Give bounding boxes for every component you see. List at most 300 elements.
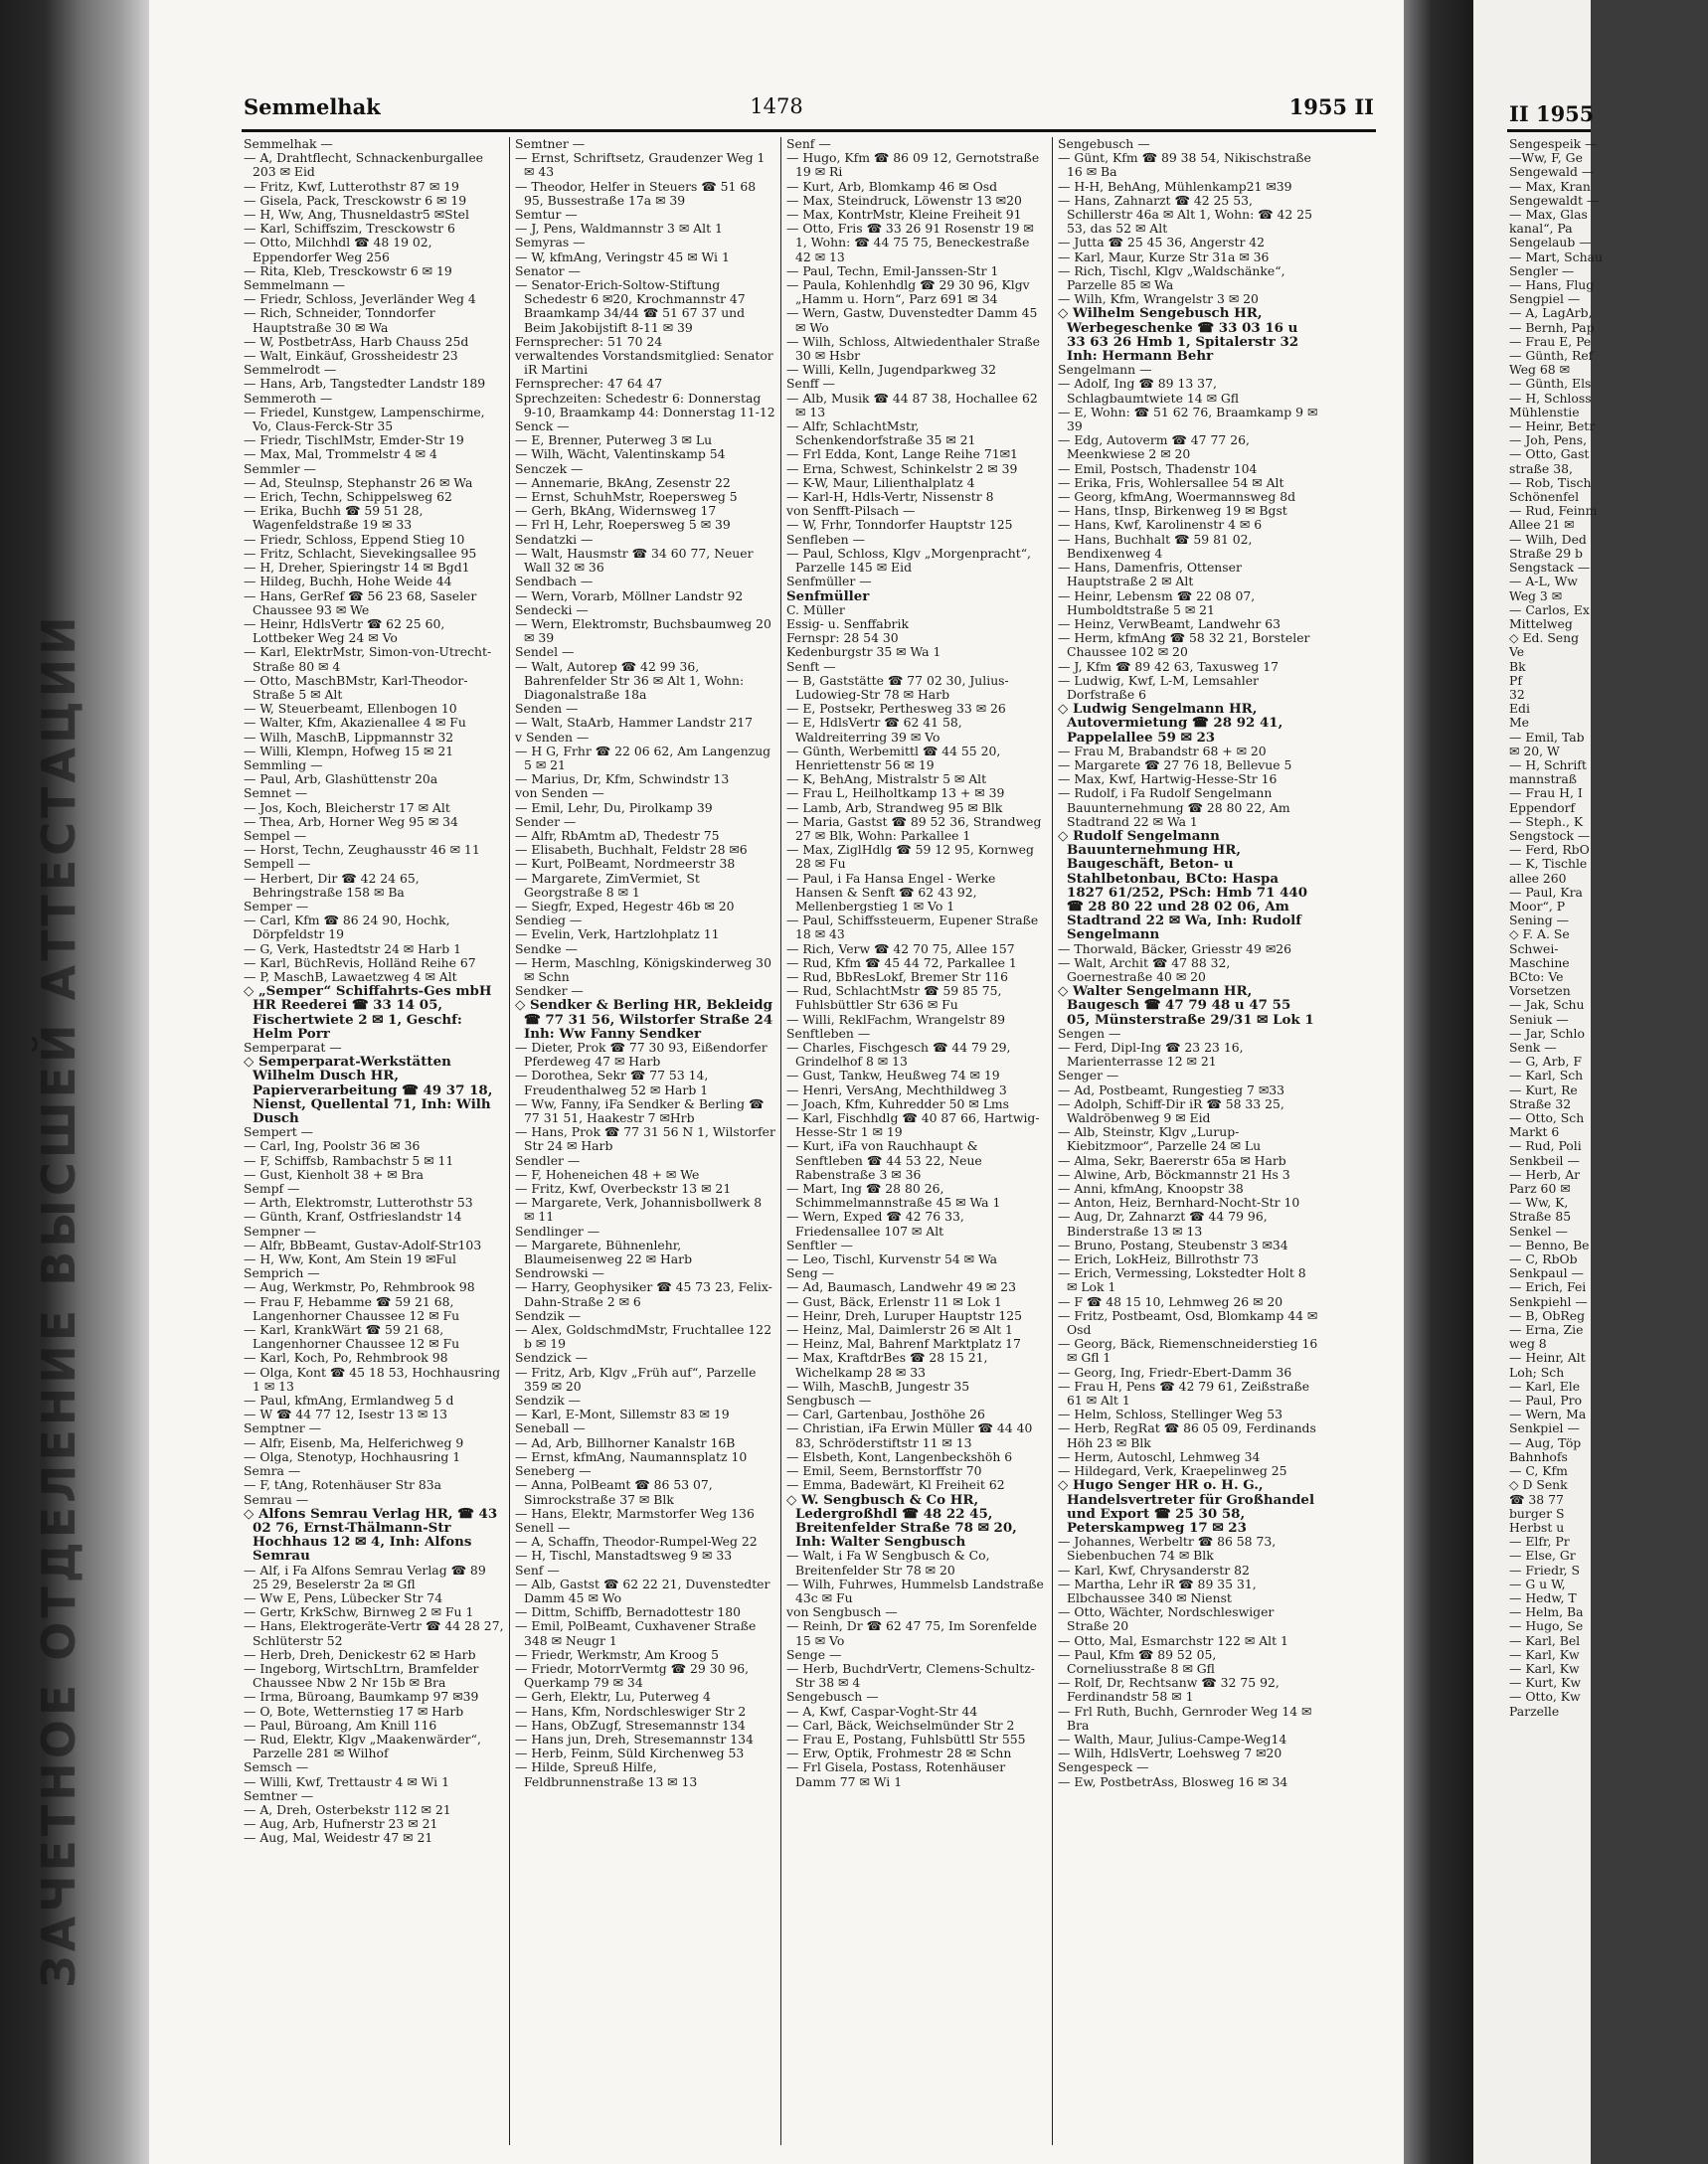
- directory-entry: — Frau E, Postang, Fuhlsbüttl Str 555: [786, 1731, 1026, 1747]
- next-page-entry: — Wilh, Ded: [1509, 531, 1587, 547]
- column-divider: [1052, 137, 1053, 2145]
- next-page-entry: Sengewald —: [1509, 164, 1595, 180]
- directory-entry: — Günth, Kranf, Ostfrieslandstr 14: [244, 1209, 462, 1225]
- directory-entry: Fernsprecher: 51 70 24: [515, 333, 663, 349]
- directory-entry: — Rich, Verw ☎ 42 70 75, Allee 157: [786, 940, 1015, 956]
- next-page-entry: — Günth, Els: [1509, 376, 1592, 392]
- next-page-entry: — Rud, Poli: [1509, 1138, 1582, 1154]
- directory-entry: — Hans, GerRef ☎ 56 23 68, Saseler Chaussee 93 ✉ We: [244, 587, 477, 617]
- directory-entry: — E, Wohn: ☎ 51 62 76, Braamkamp 9 ✉ 39: [1058, 404, 1318, 434]
- directory-entry: — Arth, Elektromstr, Lutterothstr 53: [244, 1195, 473, 1211]
- next-page-entry: — Kurt, Re: [1509, 1082, 1578, 1097]
- directory-entry: — Karl-H, Hdls-Vertr, Nissenstr 8: [786, 489, 994, 505]
- directory-entry: Semra —: [244, 1463, 301, 1479]
- directory-entry: — Walt, Hausmstr ☎ 34 60 77, Neuer Wall 32 ✉ 36: [515, 545, 754, 576]
- directory-entry: Semptner —: [244, 1420, 322, 1436]
- directory-entry: — Wern, Exped ☎ 42 76 33, Friedensallee 107 ✉ Alt: [786, 1209, 964, 1239]
- next-page-entry: allee 260: [1509, 870, 1567, 886]
- next-page-entry: — Karl, Ele: [1509, 1378, 1581, 1394]
- directory-entry: Sendlinger —: [515, 1223, 600, 1239]
- directory-entry: — Herb, RegRat ☎ 86 05 09, Ferdinands Höh 23 ✉ Blk: [1058, 1420, 1316, 1450]
- directory-entry: — H G, Frhr ☎ 22 06 62, Am Langenzug 5 ✉ 21: [515, 743, 771, 772]
- directory-entry: — Helm, Schloss, Stellinger Weg 53: [1058, 1407, 1282, 1422]
- directory-entry: — Wilh, Kfm, Wrangelstr 3 ✉ 20: [1058, 291, 1259, 307]
- directory-entry: Senf —: [515, 1562, 560, 1578]
- directory-entry: Semperparat —: [244, 1040, 342, 1055]
- directory-entry: — H, Ww, Kont, Am Stein 19 ✉Ful: [244, 1251, 456, 1267]
- directory-entry: — G, Verk, Hastedtstr 24 ✉ Harb 1: [244, 940, 461, 956]
- directory-entry: — Hans, Elektrogeräte-Vertr ☎ 44 28 27, Schlüterstr 52: [244, 1618, 504, 1648]
- directory-entry: — Herb, Dreh, Denickestr 62 ✉ Harb: [244, 1646, 476, 1662]
- directory-entry: — Günth, Werbemittl ☎ 44 55 20, Henriettenstr 56 ✉ 19: [786, 743, 1001, 772]
- directory-entry: Senfleben —: [786, 531, 865, 547]
- directory-entry: Senff —: [786, 376, 835, 392]
- next-page-entry: — Bernh, Pap: [1509, 319, 1595, 335]
- next-page-entry: — Aug, Töp: [1509, 1434, 1582, 1450]
- next-page-entry: ✉ 20, W: [1509, 743, 1560, 758]
- next-page-entry: ◇ D Senk: [1509, 1477, 1568, 1493]
- directory-entry: — Paul, Arb, Glashüttenstr 20a: [244, 771, 438, 787]
- directory-entry: — Friedr, Schloss, Jeverländer Weg 4: [244, 291, 476, 307]
- directory-entry: — F, tAng, Rotenhäuser Str 83a: [244, 1477, 442, 1493]
- directory-entry: — Dorothea, Sekr ☎ 77 53 14, Freudenthalweg 52 ✉ Harb 1: [515, 1068, 709, 1097]
- next-page-entry: — Ww, K,: [1509, 1195, 1569, 1211]
- directory-entry: — Gust, Tankw, Heußweg 74 ✉ 19: [786, 1068, 1000, 1083]
- directory-entry: — Frl Edda, Kont, Lange Reihe 71✉1: [786, 446, 1018, 462]
- directory-entry: von Sengbusch —: [786, 1604, 898, 1620]
- directory-entry: — Elsbeth, Kont, Langenbeckshöh 6: [786, 1448, 1013, 1464]
- directory-entry: — Erich, Techn, Schippelsweg 62: [244, 489, 452, 505]
- directory-entry: — Max, Kwf, Hartwig-Hesse-Str 16: [1058, 771, 1278, 787]
- directory-entry: — Rud, Elektr, Klgv „Maakenwärder“, Parzelle 281 ✉ Wilhof: [244, 1731, 481, 1761]
- directory-entry: — Charles, Fischgesch ☎ 44 79 29, Grindelhof 8 ✉ 13: [786, 1040, 1011, 1070]
- next-page-entry: Mühlenstie: [1509, 404, 1580, 419]
- next-page-entry: — Otto, Kw: [1509, 1689, 1581, 1705]
- directory-entry: — Ludwig, Kwf, L-M, Lemsahler Dorfstraße 6: [1058, 672, 1259, 702]
- directory-entry: Sengen —: [1058, 1025, 1121, 1041]
- directory-entry: Fernspr: 28 54 30: [786, 630, 899, 646]
- directory-entry: Sprechzeiten: Schedestr 6: Donnerstag 9-10, Braamkamp 44: Donnerstag 11-12: [515, 390, 775, 419]
- directory-entry: Kedenburgstr 35 ✉ Wa 1: [786, 644, 941, 660]
- directory-entry: Sengebusch —: [1058, 136, 1150, 151]
- directory-entry: Sendatzki —: [515, 531, 594, 547]
- next-page-entry: — G, Arb, F: [1509, 1054, 1582, 1070]
- directory-entry: — Ingeborg, WirtschLtrn, Bramfelder Chaussee Nbw 2 Nr 15b ✉ Bra: [244, 1660, 479, 1691]
- next-page-entry: — Mart, Schau: [1509, 249, 1603, 264]
- directory-entry: — Paul, Schloss, Klgv „Morgenpracht“, Parzelle 145 ✉ Eid: [786, 545, 1031, 576]
- header-rule: [242, 129, 1376, 132]
- directory-entry: Semrau —: [244, 1491, 309, 1507]
- next-page-entry: — C, Kfm: [1509, 1463, 1568, 1479]
- column-divider: [509, 137, 510, 2145]
- directory-entry: Senge —: [786, 1646, 842, 1662]
- next-page-entry: — Frau H, I: [1509, 785, 1583, 801]
- next-page-entry: Allee 21 ✉: [1509, 517, 1575, 533]
- next-page-entry: burger S: [1509, 1505, 1565, 1521]
- directory-entry: — Walth, Maur, Julius-Campe-Weg14: [1058, 1731, 1287, 1747]
- directory-entry: Semsch —: [244, 1759, 309, 1775]
- directory-entry: — H, Tischl, Manstadtsweg 9 ✉ 33: [515, 1548, 733, 1564]
- directory-entry: — Alwine, Arb, Böckmannstr 21 Hs 3: [1058, 1166, 1290, 1182]
- next-page-entry: — Elfr, Pr: [1509, 1534, 1570, 1550]
- directory-entry: — Elisabeth, Buchhalt, Feldstr 28 ✉6: [515, 842, 748, 858]
- directory-entry: — Anni, kfmAng, Knoopstr 38: [1058, 1181, 1244, 1197]
- directory-entry: — Harry, Geophysiker ☎ 45 73 23, Felix-Dahn-Straße 2 ✉ 6: [515, 1279, 772, 1309]
- next-page-entry: Vorsetzen: [1509, 983, 1571, 999]
- directory-entry: — Ew, PostbetrAss, Blosweg 16 ✉ 34: [1058, 1773, 1288, 1789]
- directory-entry: — Ad, Steulnsp, Stephanstr 26 ✉ Wa: [244, 474, 473, 490]
- next-page-entry: — Karl, Kw: [1509, 1646, 1580, 1662]
- directory-entry: — Alma, Sekr, Baererstr 65a ✉ Harb: [1058, 1152, 1286, 1168]
- directory-entry: — W, Frhr, Tonndorfer Hauptstr 125: [786, 517, 1013, 533]
- running-head-year: 1955 II: [1288, 94, 1374, 119]
- directory-entry: — Alfr, SchlachtMstr, Schenkendorfstraße 35 ✉ 21: [786, 418, 976, 448]
- directory-entry: — Hans, ObZugf, Stresemannstr 134: [515, 1717, 746, 1733]
- directory-entry: Sendel —: [515, 644, 575, 660]
- directory-entry: Seneball —: [515, 1420, 586, 1436]
- book-gutter: [1404, 0, 1473, 2164]
- directory-entry: — H, Ww, Ang, Thusneldastr5 ✉Stel: [244, 207, 469, 223]
- next-page-entry: BCto: Ve: [1509, 968, 1564, 984]
- directory-entry: — Friedr, Werkmstr, Am Kroog 5: [515, 1646, 720, 1662]
- directory-entry: — Ernst, Schriftsetz, Graudenzer Weg 1 ✉ 43: [515, 150, 766, 180]
- directory-entry: — Otto, Wächter, Nordschleswiger Straße 20: [1058, 1604, 1275, 1634]
- directory-entry: — Frau L, Heilholtkamp 13 + ✉ 39: [786, 785, 1005, 801]
- next-page-edge: [1473, 0, 1603, 2164]
- column-1: [244, 137, 504, 2145]
- next-page-entry: — H, Schrift: [1509, 756, 1587, 772]
- directory-entry: — Jos, Koch, Bleicherstr 17 ✉ Alt: [244, 799, 450, 815]
- next-page-entry: — Friedr, S: [1509, 1562, 1581, 1578]
- directory-entry: ◇ Wilhelm Sengebusch HR, Werbegeschenke ☎ 33 03 16 u 33 63 26 Hmb 1, Spitalerstr 32 Inh: Hermann Behr: [1058, 305, 1299, 365]
- directory-entry: — Georg, Ing, Friedr-Ebert-Damm 36: [1058, 1364, 1292, 1380]
- directory-entry: — Ernst, SchuhMstr, Roepersweg 5: [515, 489, 738, 505]
- directory-entry: C. Müller: [786, 601, 845, 617]
- next-page-entry: kanal“, Pa: [1509, 221, 1573, 237]
- directory-entry: Sengbusch —: [786, 1393, 872, 1409]
- next-page-entry: — Jak, Schu: [1509, 997, 1585, 1013]
- next-page-entry: Seniuk —: [1509, 1011, 1569, 1027]
- next-page-entry: — Rob, Tisch: [1509, 474, 1592, 490]
- directory-entry: — F ☎ 48 15 10, Lehmweg 26 ✉ 20: [1058, 1293, 1283, 1309]
- directory-entry: — Olga, Kont ☎ 45 18 53, Hochhausring 1 ✉ 13: [244, 1364, 501, 1394]
- directory-entry: — E, HdlsVertr ☎ 62 41 58, Waldreiterring 39 ✉ Vo: [786, 715, 962, 745]
- directory-entry: — Walt, StaArb, Hammer Landstr 217: [515, 715, 753, 731]
- directory-entry: — Wilh, Schloss, Altwiedenthaler Straße 30 ✉ Hsbr: [786, 333, 1040, 364]
- next-page-entry: Senkpiehl —: [1509, 1293, 1588, 1309]
- directory-entry: Semnet —: [244, 785, 308, 801]
- next-page-entry: — Joh, Pens,: [1509, 432, 1588, 448]
- directory-entry: — Walt, i Fa W Sengbusch & Co, Breitenfelder Str 78 ✉ 20: [786, 1548, 990, 1578]
- directory-entry: — A, Dreh, Osterbekstr 112 ✉ 21: [244, 1801, 451, 1817]
- directory-entry: — Alex, GoldschmdMstr, Fruchtallee 122 b ✉ 19: [515, 1322, 772, 1352]
- directory-entry: — Adolph, Schiff-Dir iR ☎ 58 33 25, Waldröbenweg 9 ✉ Eid: [1058, 1095, 1284, 1126]
- next-page-entry: — Jar, Schlo: [1509, 1025, 1585, 1041]
- next-page-entry: — Günth, Ref: [1509, 348, 1594, 364]
- next-page-entry: — Hugo, Se: [1509, 1618, 1584, 1634]
- directory-entry: — Herm, Maschlng, Königskinderweg 30 ✉ Schn: [515, 954, 771, 984]
- directory-entry: Sendbach —: [515, 574, 594, 589]
- directory-entry: Sempell —: [244, 856, 311, 872]
- directory-entry: — Max, ZiglHdlg ☎ 59 12 95, Kornweg 28 ✉ Fu: [786, 842, 1034, 872]
- next-page-header-rule: [1507, 129, 1591, 132]
- next-page-entry: —Ww, F, Ge: [1509, 150, 1583, 166]
- directory-entry: — Heinz, Mal, Daimlerstr 26 ✉ Alt 1: [786, 1322, 1013, 1338]
- directory-entry: — Lamb, Arb, Strandweg 95 ✉ Blk: [786, 799, 1003, 815]
- directory-entry: Semmling —: [244, 756, 323, 772]
- directory-entry: Sendzick —: [515, 1350, 589, 1366]
- directory-entry: — E, Brenner, Puterweg 3 ✉ Lu: [515, 432, 713, 448]
- directory-entry: Sendzik —: [515, 1393, 582, 1409]
- next-page-entry: Sengespeik —: [1509, 136, 1598, 151]
- directory-entry: ◇ W. Sengbusch & Co HR, Ledergroßhdl ☎ 48 22 45, Breitenfelder Straße 78 ✉ 20, Inh: Walter Sengbusch: [786, 1491, 1017, 1551]
- directory-entry: — Henri, VersAng, Mechthildweg 3: [786, 1082, 1007, 1097]
- directory-entry: ◇ Ludwig Sengelmann HR, Autovermietung ☎ 28 92 41, Pappelallee 59 ✉ 23: [1058, 701, 1283, 746]
- directory-entry: — Hans, tInsp, Birkenweg 19 ✉ Bgst: [1058, 503, 1287, 519]
- directory-entry: — H-H, BehAng, Mühlenkamp21 ✉39: [1058, 178, 1292, 194]
- next-page-entry: — Helm, Ba: [1509, 1604, 1584, 1620]
- directory-entry: — Hans, Kwf, Karolinenstr 4 ✉ 6: [1058, 517, 1263, 533]
- next-page-entry: — Max, Glas: [1509, 207, 1588, 223]
- book-binding-edge: [0, 0, 149, 2164]
- directory-entry: — Friedr, TischlMstr, Emder-Str 19: [244, 432, 464, 448]
- directory-entry: Senck —: [515, 418, 570, 434]
- directory-entry: — Maria, Gastst ☎ 89 52 36, Strandweg 27 ✉ Blk, Wohn: Parkallee 1: [786, 813, 1042, 843]
- directory-entry: — A, Drahtflecht, Schnackenburgallee 203 ✉ Eid: [244, 150, 484, 180]
- directory-entry: — Alfr, BbBeamt, Gustav-Adolf-Str103: [244, 1237, 482, 1252]
- directory-entry: — Hans, Arb, Tangstedter Landstr 189: [244, 376, 486, 392]
- next-page-entry: Straße 32: [1509, 1095, 1572, 1111]
- next-page-entry: — Paul, Pro: [1509, 1393, 1583, 1409]
- directory-entry: Senger —: [1058, 1068, 1119, 1083]
- next-page-entry: Weg 68 ✉: [1509, 362, 1571, 378]
- next-page-entry: — Hedw, T: [1509, 1589, 1577, 1605]
- directory-entry: — Gerh, BkAng, Widernsweg 17: [515, 503, 717, 519]
- directory-entry: Sendler —: [515, 1152, 581, 1168]
- directory-entry: — Willi, Kelln, Jugendparkweg 32: [786, 362, 997, 378]
- directory-entry: Senftler —: [786, 1237, 853, 1252]
- directory-entry: — Alb, Musik ☎ 44 87 38, Hochallee 62 ✉ 13: [786, 390, 1038, 419]
- next-page-column: [1509, 137, 1708, 2145]
- next-page-entry: Pf: [1509, 672, 1522, 688]
- next-page-entry: — Rud, Feinm: [1509, 503, 1598, 519]
- column-3: [786, 137, 1047, 2145]
- column-4: [1058, 137, 1318, 2145]
- directory-entry: — Rich, Schneider, Tonndorfer Hauptstraße 30 ✉ Wa: [244, 305, 435, 335]
- next-page-entry: Straße 29 b: [1509, 545, 1583, 561]
- directory-entry: Essig- u. Senffabrik: [786, 615, 909, 631]
- directory-entry: — Rudolf, i Fa Rudolf Sengelmann Bauunternehmung ☎ 28 80 22, Am Stadtrand 22 ✉ Wa 1: [1058, 785, 1290, 829]
- directory-entry: — Walt, Archit ☎ 47 88 32, Goernestraße 40 ✉ 20: [1058, 954, 1231, 984]
- directory-entry: — Rud, BbResLokf, Bremer Str 116: [786, 968, 1009, 984]
- directory-entry: Senden —: [515, 701, 579, 717]
- directory-entry: — Ad, Arb, Billhorner Kanalstr 16B: [515, 1434, 736, 1450]
- directory-entry: — Hans, Prok ☎ 77 31 56 N 1, Wilstorfer Str 24 ✉ Harb: [515, 1124, 775, 1154]
- directory-entry: — Erich, LokHeiz, Billrothstr 73: [1058, 1251, 1260, 1267]
- directory-entry: — Hans, Elektr, Marmstorfer Weg 136: [515, 1505, 755, 1521]
- directory-entry: Sempf —: [244, 1181, 300, 1197]
- directory-page: [149, 0, 1404, 2164]
- directory-entry: — Thea, Arb, Horner Weg 95 ✉ 34: [244, 813, 458, 829]
- directory-entry: — Dittm, Schiffb, Bernadottestr 180: [515, 1604, 742, 1620]
- directory-entry: — Herb, Feinm, Süld Kirchenweg 53: [515, 1746, 745, 1761]
- next-page-entry: Senk —: [1509, 1040, 1557, 1055]
- next-page-entry: — H, Schloss: [1509, 390, 1592, 406]
- directory-entry: — Wilh, MaschB, Jungestr 35: [786, 1378, 970, 1394]
- directory-entry: — Siegfr, Exped, Hegestr 46b ✉ 20: [515, 898, 735, 914]
- next-page-entry: — A, LagArb,: [1509, 305, 1593, 321]
- directory-entry: — Rud, SchlachtMstr ☎ 59 85 75, Fuhlsbüttler Str 636 ✉ Fu: [786, 983, 1002, 1013]
- directory-entry: — Joach, Kfm, Kuhredder 50 ✉ Lms: [786, 1095, 1010, 1111]
- directory-entry: — Paul, Kfm ☎ 89 52 05, Corneliusstraße 8 ✉ Gfl: [1058, 1646, 1217, 1676]
- next-page-entry: ◇ Ed. Seng: [1509, 630, 1580, 646]
- directory-entry: Semper —: [244, 898, 309, 914]
- directory-entry: — Gertr, KrkSchw, Birnweg 2 ✉ Fu 1: [244, 1604, 474, 1620]
- directory-entry: — Margarete, Verk, Johannisbollwerk 8 ✉ 11: [515, 1195, 763, 1225]
- directory-entry: — Willi, Kwf, Trettaustr 4 ✉ Wi 1: [244, 1773, 449, 1789]
- directory-entry: — J, Pens, Waldmannstr 3 ✉ Alt 1: [515, 221, 723, 237]
- directory-entry: — Friedr, Schloss, Eppend Stieg 10: [244, 531, 465, 547]
- directory-entry: — Alb, Steinstr, Klgv „Lurup-Kiebitzmoor“, Parzelle 24 ✉ Lu: [1058, 1124, 1262, 1154]
- next-page-entry: — K, Tischle: [1509, 856, 1588, 872]
- directory-entry: Semmelmann —: [244, 277, 346, 293]
- next-page-entry: Senkpaul —: [1509, 1265, 1584, 1281]
- directory-entry: — Heinz, VerwBeamt, Landwehr 63: [1058, 615, 1281, 631]
- directory-entry: — Friedel, Kunstgew, Lampenschirme, Vo, Claus-Ferck-Str 35: [244, 404, 485, 434]
- directory-entry: Senft —: [786, 658, 836, 674]
- directory-entry: — Hildegard, Verk, Kraepelinweg 25: [1058, 1463, 1287, 1479]
- directory-entry: — Wern, Elektromstr, Buchsbaumweg 20 ✉ 39: [515, 615, 771, 646]
- directory-entry: — Max, KontrMstr, Kleine Freiheit 91: [786, 207, 1022, 223]
- next-page-entry: — Karl, Kw: [1509, 1660, 1580, 1676]
- directory-entry: — Rud, Kfm ☎ 45 44 72, Parkallee 1: [786, 954, 1017, 970]
- directory-entry: — Carl, Gartenbau, Josthöhe 26: [786, 1407, 985, 1422]
- directory-entry: — Walt, Autorep ☎ 42 99 36, Bahrenfelder Str 36 ✉ Alt 1, Wohn: Diagonalstraße 18a: [515, 658, 745, 702]
- directory-entry: Seneberg —: [515, 1463, 592, 1479]
- directory-entry: — Wilh, HdlsVertr, Loehsweg 7 ✉20: [1058, 1746, 1282, 1761]
- directory-entry: — Karl, ElektrMstr, Simon-von-Utrecht-Straße 80 ✉ 4: [244, 644, 492, 674]
- page-number: 1478: [750, 94, 803, 118]
- directory-entry: — Walter, Kfm, Akazienallee 4 ✉ Fu: [244, 715, 466, 731]
- directory-entry: — Karl, Kwf, Chrysanderstr 82: [1058, 1562, 1250, 1578]
- next-page-entry: — Frau E, Pe: [1509, 333, 1592, 349]
- directory-entry: — Fritz, Arb, Klgv „Früh auf“, Parzelle 359 ✉ 20: [515, 1364, 757, 1394]
- directory-entry: — A, Kwf, Caspar-Voght-Str 44: [786, 1703, 978, 1719]
- next-page-entry: Sengler —: [1509, 262, 1575, 278]
- directory-entry: — Erika, Fris, Wohlersallee 54 ✉ Alt: [1058, 474, 1284, 490]
- directory-entry: — Marius, Dr, Kfm, Schwindstr 13: [515, 771, 730, 787]
- next-page-entry: Schönenfel: [1509, 489, 1580, 505]
- directory-entry: — Karl, Maur, Kurze Str 31a ✉ 36: [1058, 249, 1270, 264]
- directory-entry: — Otto, Milchhdl ☎ 48 19 02, Eppendorfer Weg 256: [244, 235, 432, 264]
- next-page-entry: — Kurt, Kw: [1509, 1675, 1581, 1691]
- directory-entry: — Walt, Einkäuf, Grossheidestr 23: [244, 348, 458, 364]
- next-page-entry: — Max, Kran: [1509, 178, 1591, 194]
- next-page-entry: Straße 85: [1509, 1209, 1572, 1225]
- next-page-entry: — G u W,: [1509, 1576, 1566, 1591]
- column-2: [515, 137, 775, 2145]
- directory-entry: — A, Schaffn, Theodor-Rumpel-Weg 22: [515, 1534, 758, 1550]
- directory-entry: Semtur —: [515, 207, 578, 223]
- directory-entry: — Heinz, Mal, Bahrenf Marktplatz 17: [786, 1336, 1021, 1352]
- directory-entry: — K-W, Maur, Lilienthalplatz 4: [786, 474, 975, 490]
- next-page-entry: — B, ObReg: [1509, 1307, 1585, 1323]
- next-page-entry: Sengpiel —: [1509, 291, 1581, 307]
- side-stamp: ЗАЧЕТНОЕ ОТДЕЛЕНИЕ ВЫСШЕЙ АТТЕСТАЦИИ: [32, 612, 85, 1988]
- directory-entry: — Emma, Badewärt, Kl Freiheit 62: [786, 1477, 1005, 1493]
- directory-entry: Sendke —: [515, 940, 578, 956]
- directory-entry: v Senden —: [515, 729, 590, 745]
- next-page-entry: Bk: [1509, 658, 1526, 674]
- directory-entry: — F, Hoheneichen 48 + ✉ We: [515, 1166, 700, 1182]
- directory-entry: Sender —: [515, 813, 577, 829]
- directory-entry: von Senfft-Pilsach —: [786, 503, 916, 519]
- directory-entry: — Heinr, Lebensm ☎ 22 08 07, Humboldtstraße 5 ✉ 21: [1058, 587, 1256, 617]
- directory-entry: — Ernst, kfmAng, Naumannsplatz 10: [515, 1448, 748, 1464]
- directory-entry: Sendieg —: [515, 913, 583, 928]
- directory-entry: Senfmüller: [786, 587, 870, 604]
- next-page-entry: Weg 3 ✉: [1509, 587, 1563, 603]
- next-page-entry: — Karl, Sch: [1509, 1068, 1584, 1083]
- next-page-entry: — Benno, Be: [1509, 1237, 1590, 1252]
- directory-entry: — J, Kfm ☎ 89 42 63, Taxusweg 17: [1058, 658, 1279, 674]
- directory-entry: — Max, KraftdrBes ☎ 28 15 21, Wichelkamp 28 ✉ 33: [786, 1350, 988, 1380]
- next-page-entry: — Paul, Kra: [1509, 884, 1583, 900]
- directory-entry: — Carl, Kfm ☎ 86 24 90, Hochk, Dörpfeldstr 19: [244, 913, 450, 942]
- next-page-entry: ☎ 38 77: [1509, 1491, 1564, 1507]
- directory-entry: — Max, Steindruck, Löwenstr 13 ✉20: [786, 192, 1022, 208]
- directory-entry: — Friedr, MotorrVermtg ☎ 29 30 96, Querkamp 79 ✉ 34: [515, 1660, 750, 1691]
- directory-entry: — K, BehAng, Mistralstr 5 ✉ Alt: [786, 771, 987, 787]
- directory-entry: — Alf, i Fa Alfons Semrau Verlag ☎ 89 25 29, Beselerstr 2a ✉ Gfl: [244, 1562, 486, 1591]
- directory-entry: — Otto, Mal, Esmarchstr 122 ✉ Alt 1: [1058, 1632, 1288, 1648]
- next-page-entry: Parz 60 ✉: [1509, 1181, 1571, 1197]
- directory-entry: Sendrowski —: [515, 1265, 604, 1281]
- directory-entry: — Aug, Werkmstr, Po, Rehmbrook 98: [244, 1279, 475, 1295]
- running-head-lead: Semmelhak: [244, 94, 381, 119]
- directory-entry: — W, Steuerbeamt, Ellenbogen 10: [244, 701, 457, 717]
- directory-entry: Senfmüller —: [786, 574, 872, 589]
- next-page-entry: Senkel —: [1509, 1223, 1568, 1239]
- directory-entry: ◇ Rudolf Sengelmann Bauunternehmung HR, Baugeschäft, Beton- u Stahlbetonbau, BCto: Haspa 1827 61/252, PSch: Hmb 71 440 ☎ 28 80 22 und 28 02 06, Am Stadtrand 22 ✉ Wa, Inh: Rudolf Sengelmann: [1058, 827, 1308, 943]
- directory-entry: — Wilh, MaschB, Lippmannstr 32: [244, 729, 454, 745]
- directory-entry: — Erich, Vermessing, Lokstedter Holt 8 ✉ Lok 1: [1058, 1265, 1306, 1295]
- directory-entry: — Ad, Postbeamt, Rungestieg 7 ✉33: [1058, 1082, 1285, 1097]
- directory-entry: — Gust, Kienholt 38 + ✉ Bra: [244, 1166, 425, 1182]
- directory-entry: — Alfr, Eisenb, Ma, Helferichweg 9: [244, 1434, 464, 1450]
- directory-entry: Semtner —: [244, 1787, 314, 1803]
- directory-entry: — Evelin, Verk, Hartzlohplatz 11: [515, 926, 720, 942]
- directory-entry: — Hans, Buchhalt ☎ 59 81 02, Bendixenweg 4: [1058, 531, 1253, 561]
- directory-entry: — Fritz, Kwf, Overbeckstr 13 ✉ 21: [515, 1181, 732, 1197]
- directory-entry: — Herm, kfmAng ☎ 58 32 21, Borsteler Chaussee 102 ✉ 20: [1058, 630, 1310, 660]
- directory-entry: — Carl, Bäck, Weichselmünder Str 2: [786, 1717, 1015, 1733]
- directory-entry: verwaltendes Vorstandsmitglied: Senator iR Martini: [515, 348, 773, 378]
- directory-entry: von Senden —: [515, 785, 604, 801]
- directory-entry: — Herb, BuchdrVertr, Clemens-Schultz-Str 38 ✉ 4: [786, 1660, 1035, 1691]
- directory-entry: — Frau M, Brabandstr 68 + ✉ 20: [1058, 743, 1267, 758]
- directory-entry: — Hans, Damenfris, Ottenser Hauptstraße 2 ✉ Alt: [1058, 560, 1242, 589]
- directory-entry: — Frl H, Lehr, Roepersweg 5 ✉ 39: [515, 517, 731, 533]
- directory-entry: Senczek —: [515, 460, 584, 476]
- directory-entry: — Günt, Kfm ☎ 89 38 54, Nikischstraße 16 ✉ Ba: [1058, 150, 1311, 180]
- directory-entry: — Aug, Arb, Hufnerstr 23 ✉ 21: [244, 1816, 438, 1832]
- directory-entry: — Georg, Bäck, Riemenschneiderstieg 16 ✉ Gfl 1: [1058, 1336, 1318, 1366]
- directory-entry: — Georg, kfmAng, Woermannsweg 8d: [1058, 489, 1296, 505]
- directory-entry: — Hans, Kfm, Nordschleswiger Str 2: [515, 1703, 747, 1719]
- directory-entry: Fernsprecher: 47 64 47: [515, 376, 663, 392]
- next-page-entry: Loh; Sch: [1509, 1364, 1565, 1380]
